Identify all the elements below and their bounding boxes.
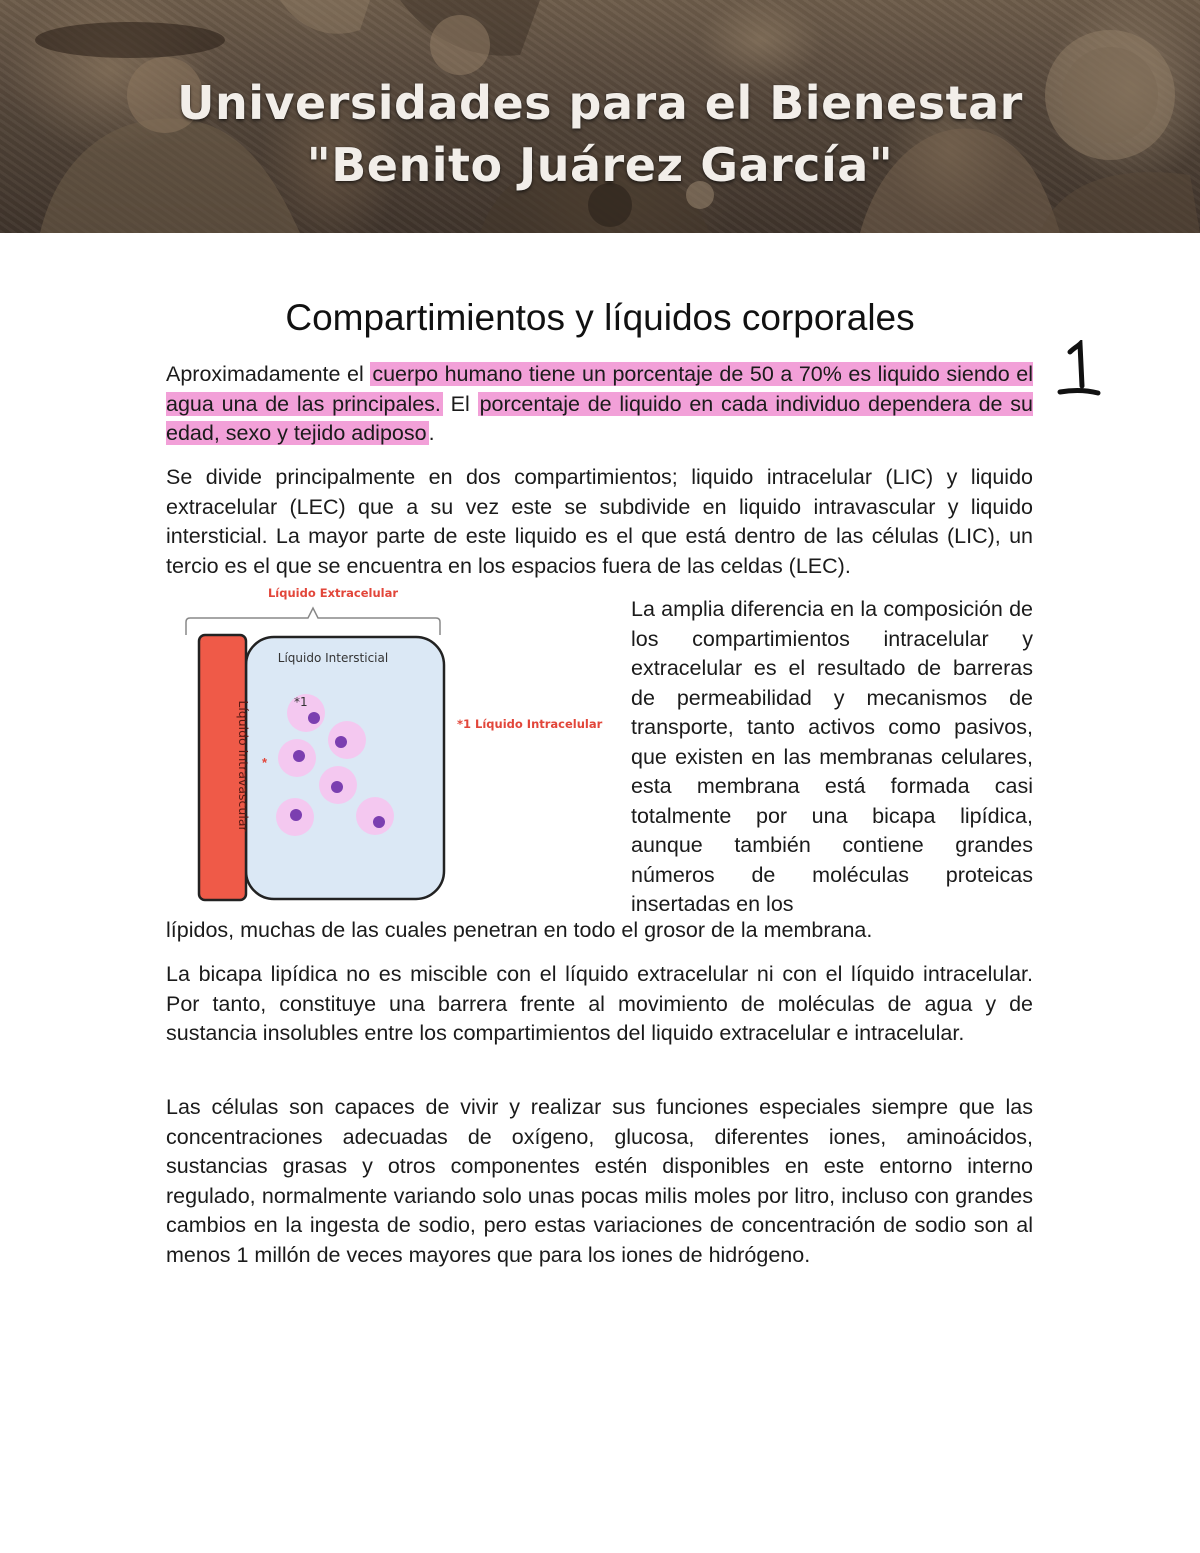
highlight-body-water: cuerpo humano tiene un porcentaje de 50 a 70% es liquido siendo el agua una de las principales. (166, 362, 1033, 416)
banner-title-line2: "Benito Juárez García" (306, 138, 894, 192)
label-intracellular: *1 Líquido Intracelular (457, 717, 603, 731)
paragraph-membrane-continued: lípidos, muchas de las cuales penetran en todo el grosor de la membrana. (166, 918, 873, 942)
paragraph-compartments: Se divide principalmente en dos compartimientos; liquido intracelular (LIC) y liquido extracelular (LEC) que a su vez este se subdivide en liquido intravascular y liquido intersticial. La mayor parte de este liquido es el que está dentro de las células (LIC), un tercio es el que se encuentra en los espacios fuera de las celdas (LEC). (166, 465, 1033, 578)
extracellular-bracket (186, 608, 440, 635)
paragraph-intro (166, 360, 1033, 449)
paragraph-membrane: La amplia diferencia en la composición de los compartimientos intracelular y extracelular es el resultado de barreras de permeabilidad y mecanismos de transporte, tanto activos como pasivos, que existen en las membranas celulares, esta membrana está formada casi totalmente por una bicapa lipídica, aunque también contiene grandes números de moléculas proteicas insertadas en los (631, 597, 1033, 916)
label-intravascular: Líquido Intravascular (236, 700, 251, 832)
marker-star: * (262, 755, 268, 770)
highlight-individual-percentage: porcentaje de liquido en cada individuo dependera de su edad, sexo y tejido adiposo (166, 391, 1033, 445)
fluid-compartments-diagram (170, 580, 610, 910)
banner-title-line1: Universidades para el Bienestar (177, 76, 1023, 130)
header-banner (0, 0, 1200, 233)
label-interstitial: Líquido Intersticial (277, 651, 389, 665)
paragraph-lipid-bilayer: La bicapa lipídica no es miscible con el líquido extracelular ni con el líquido intracelular. Por tanto, constituye una barrera frente al movimiento de moléculas de agua y de sustancia insolubles entre los compartimientos del liquido extracelular e intracelular. (166, 962, 1033, 1045)
intro-text-3: . (428, 421, 435, 445)
document-title: Compartimientos y líquidos corporales (285, 297, 915, 338)
intro-text-1: Aproximadamente el (166, 362, 371, 386)
handwritten-page-number (1054, 340, 1104, 402)
intro-text-2: El (442, 391, 478, 416)
paragraph-cell-environment: Las células son capaces de vivir y realizar sus funciones especiales siempre que las concentraciones adecuadas de oxígeno, glucosa, diferentes iones, aminoácidos, sustancias grasas y otros componentes estén disponibles en este entorno interno regulado, normalmente variando solo unas pocas milis moles por litro, incluso con grandes cambios en la ingesta de sodio, pero estas variaciones de concentración de sodio son al menos 1 millón de veces mayores que para los iones de hidrógeno. (166, 1095, 1033, 1267)
label-extracellular: Líquido Extracelular (267, 586, 399, 600)
marker-1: *1 (294, 695, 308, 709)
